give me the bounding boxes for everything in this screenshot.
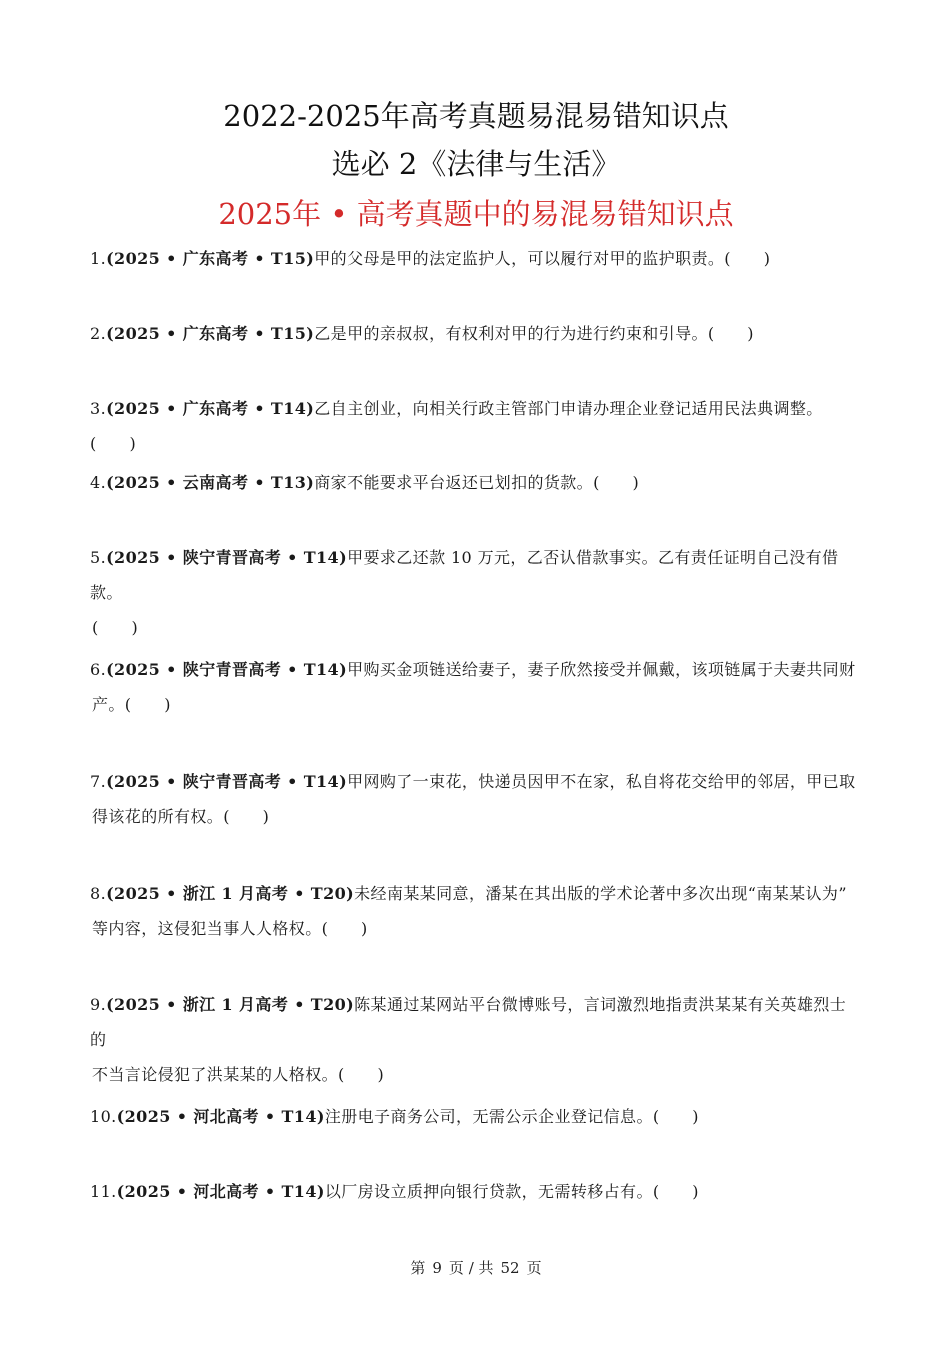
question-source: (2025 • 浙江 1 月高考 • T20) — [106, 884, 355, 903]
question-1 — [90, 241, 860, 276]
total-pages: 52 — [500, 1259, 520, 1277]
question-continuation: 得该花的所有权。( ) — [92, 807, 270, 826]
question-number: 6. — [90, 660, 107, 679]
question-number: 3. — [90, 399, 107, 418]
question-11 — [90, 1174, 860, 1209]
question-number: 11. — [90, 1182, 117, 1201]
question-text: 乙自主创业，向相关行政主管部门申请办理企业登记适用民法典调整。( ) — [90, 399, 823, 453]
question-number: 9. — [90, 995, 107, 1014]
question-text: 甲的父母是甲的法定监护人，可以履行对甲的监护职责。( ) — [314, 249, 771, 268]
question-text: 商家不能要求平台返还已划扣的货款。( ) — [314, 473, 640, 492]
page-number: 9 — [432, 1259, 442, 1277]
page-prefix: 第 — [410, 1259, 426, 1277]
question-source: (2025 • 广东高考 • T15) — [106, 324, 315, 343]
question-continuation: 等内容，这侵犯当事人人格权。( ) — [92, 919, 368, 938]
question-number: 5. — [90, 548, 107, 567]
question-continuation: 不当言论侵犯了洪某某的人格权。( ) — [92, 1065, 385, 1084]
question-number: 2. — [90, 324, 107, 343]
question-number: 7. — [90, 772, 107, 791]
question-2 — [90, 316, 860, 351]
question-text: 陈某通过某网站平台微博账号，言词激烈地指责洪某某有关英雄烈士的 — [90, 995, 847, 1049]
question-6 — [90, 652, 860, 722]
question-3 — [90, 391, 860, 461]
question-number: 1. — [90, 249, 107, 268]
question-source: (2025 • 云南高考 • T13) — [106, 473, 315, 492]
page-title: 2022-2025年高考真题易混易错知识点 — [223, 99, 729, 133]
question-text: 甲购买金项链送给妻子，妻子欣然接受并佩戴，该项链属于夫妻共同财 — [347, 660, 856, 679]
question-9 — [90, 987, 860, 1092]
question-text: 乙是甲的亲叔叔，有权利对甲的行为进行约束和引导。( ) — [314, 324, 754, 343]
question-7 — [90, 764, 860, 834]
page-footer — [0, 1256, 952, 1280]
question-8 — [90, 876, 860, 946]
question-continuation: 产。( ) — [92, 695, 171, 714]
page-suffix: 页 — [526, 1259, 542, 1277]
question-text: 甲网购了一束花，快递员因甲不在家，私自将花交给甲的邻居，甲已取 — [347, 772, 856, 791]
question-10 — [90, 1099, 860, 1134]
question-source: (2025 • 浙江 1 月高考 • T20) — [106, 995, 355, 1014]
question-number: 4. — [90, 473, 107, 492]
question-source: (2025 • 河北高考 • T14) — [116, 1182, 325, 1201]
question-4 — [90, 465, 860, 500]
question-text: 甲要求乙还款 10 万元，乙否认借款事实。乙有责任证明自己没有借款。 — [90, 548, 839, 602]
question-source: (2025 • 陕宁青晋高考 • T14) — [106, 772, 348, 791]
question-source: (2025 • 陕宁青晋高考 • T14) — [106, 660, 348, 679]
question-source: (2025 • 陕宁青晋高考 • T14) — [106, 548, 348, 567]
page-subtitle: 选必 2《法律与生活》 — [331, 147, 621, 181]
question-number: 8. — [90, 884, 107, 903]
question-number: 10. — [90, 1107, 117, 1126]
question-5 — [90, 540, 860, 645]
page-mid: 页 / 共 — [448, 1259, 494, 1277]
question-text: 未经南某某同意，潘某在其出版的学术论著中多次出现“南某某认为” — [354, 884, 847, 903]
question-continuation: ( ) — [92, 618, 139, 637]
question-source: (2025 • 广东高考 • T15) — [106, 249, 315, 268]
question-text: 以厂房设立质押向银行贷款，无需转移占有。( ) — [324, 1182, 699, 1201]
question-text: 注册电子商务公司，无需公示企业登记信息。( ) — [324, 1107, 699, 1126]
question-source: (2025 • 河北高考 • T14) — [116, 1107, 325, 1126]
section-title: 2025年 • 高考真题中的易混易错知识点 — [218, 197, 734, 231]
question-source: (2025 • 广东高考 • T14) — [106, 399, 315, 418]
